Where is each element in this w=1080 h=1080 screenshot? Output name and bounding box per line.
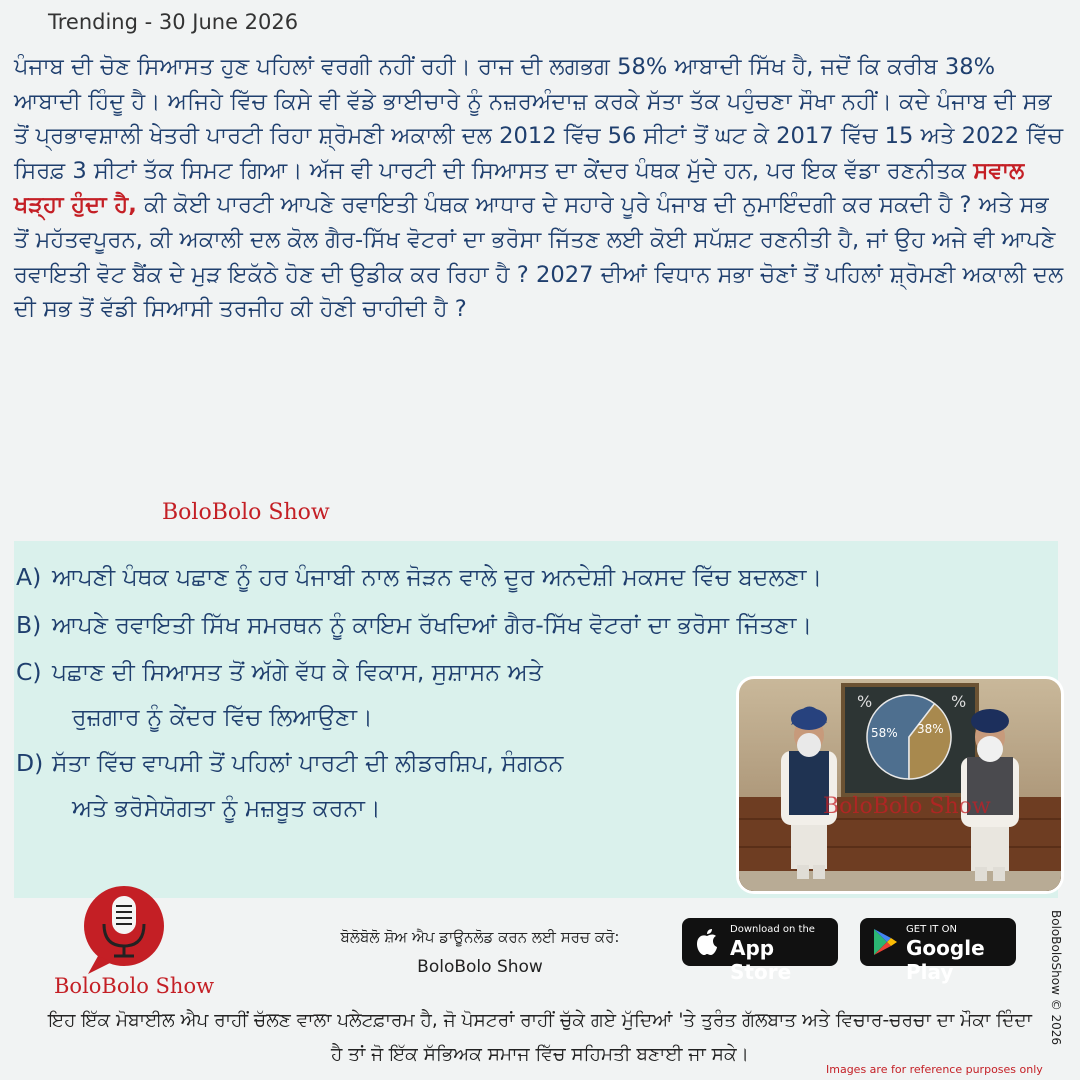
copyright-text: BoloBoloShow © 2026	[1049, 910, 1063, 1046]
question-highlight: ਸਵਾਲ ਖੜ੍ਹਾ ਹੁੰਦਾ ਹੈ,	[14, 157, 1025, 219]
logo-brand-text: BoloBolo Show	[54, 974, 215, 998]
app-store-badge[interactable]	[682, 918, 838, 984]
google-play-label: Google Play	[906, 936, 985, 984]
pie-label-sikh: 58%	[871, 726, 898, 740]
option-b[interactable]	[16, 611, 812, 639]
apple-icon	[696, 928, 718, 956]
trending-date: Trending - 30 June 2026	[48, 10, 299, 34]
google-play-badge[interactable]	[860, 918, 1016, 984]
pie-label-hindu: 38%	[917, 722, 944, 736]
option-b-text: ਆਪਣੇ ਰਵਾਇਤੀ ਸਿੱਖ ਸਮਰਥਨ ਨੂੰ ਕਾਇਮ ਰੱਖਦਿਆਂ ਗੈਰ-ਸਿੱਖ ਵੋਟਰਾਂ ਦਾ ਭਰੋਸਾ ਜਿੱਤਣਾ।	[52, 611, 813, 639]
photo-watermark: BoloBolo Show	[823, 794, 991, 819]
app-store-small-text: Download on the	[730, 924, 815, 935]
chalkboard-percent-right: %	[951, 692, 967, 711]
chalkboard-percent-left: %	[857, 692, 873, 711]
option-a-text: ਆਪਣੀ ਪੰਥਕ ਪਛਾਣ ਨੂੰ ਹਰ ਪੰਜਾਬੀ ਨਾਲ ਜੋੜਨ ਵਾਲੇ ਦੂਰ ਅਨਦੇਸ਼ੀ ਮਕਸਦ ਵਿੱਚ ਬਦਲਣਾ।	[52, 563, 823, 591]
option-b-letter: B)	[16, 611, 42, 639]
option-d-letter: D)	[16, 749, 44, 777]
question-part-2: ਕੀ ਕੋਈ ਪਾਰਟੀ ਆਪਣੇ ਰਵਾਇਤੀ ਪੰਥਕ ਆਧਾਰ ਦੇ ਸਹਾਰੇ ਪੂਰੇ ਪੰਜਾਬ ਦੀ ਨੁਮਾਇੰਦਗੀ ਕਰ ਸਕਦੀ ਹੈ ? ਅਤੇ ਸਭ ਤੋਂ ਮਹੱਤਵਪੂਰਨ, ਕੀ ਅਕਾਲੀ ਦਲ ਕੋਲ ਗੈਰ-ਸਿੱਖ ਵੋਟਰਾਂ ਦਾ ਭਰੋਸਾ ਜਿੱਤਣ ਲਈ ਕੋਈ ਸਪੱਸ਼ਟ ਰਣਨੀਤੀ ਹੈ, ਜਾਂ ਉਹ ਅਜੇ ਵੀ ਆਪਣੇ ਰਵਾਇਤੀ ਵੋਟ ਬੈਂਕ ਦੇ ਮੁੜ ਇਕੱਠੇ ਹੋਣ ਦੀ ਉਡੀਕ ਕਰ ਰਿਹਾ ਹੈ ? 2027 ਦੀਆਂ ਵਿਧਾਨ ਸਭਾ ਚੋਣਾਂ ਤੋਂ ਪਹਿਲਾਂ ਸ਼੍ਰੋਮਣੀ ਅਕਾਲੀ ਦਲ ਦੀ ਸਭ ਤੋਂ ਵੱਡੀ ਸਿਆਸੀ ਤਰਜੀਹ ਕੀ ਹੋਣੀ ਚਾਹੀਦੀ ਹੈ ?	[14, 192, 1064, 323]
brand-watermark-mid: BoloBolo Show	[162, 500, 330, 525]
download-brand: BoloBolo Show	[417, 957, 543, 977]
download-text: ਬੋਲੋਬੋਲੋ ਸ਼ੋਅ ਐਪ ਡਾਊਨਲੋਡ ਕਰਨ ਲਈ ਸਰਚ ਕਰੋ:	[340, 928, 620, 946]
option-a-letter: A)	[16, 563, 42, 591]
option-c[interactable]	[16, 658, 543, 686]
option-a[interactable]	[16, 563, 822, 591]
option-c-continued: ਰੁਜ਼ਗਾਰ ਨੂੰ ਕੇਂਦਰ ਵਿੱਚ ਲਿਆਉਣਾ।	[72, 703, 373, 731]
question-text	[14, 50, 1064, 327]
google-play-icon	[872, 928, 898, 956]
copyright-vertical	[1043, 910, 1067, 1050]
option-c-text: ਪਛਾਣ ਦੀ ਸਿਆਸਤ ਤੋਂ ਅੱਗੇ ਵੱਧ ਕੇ ਵਿਕਾਸ, ਸੁਸ਼ਾਸਨ ਅਤੇ	[52, 658, 543, 686]
question-part-1: ਪੰਜਾਬ ਦੀ ਚੋਣ ਸਿਆਸਤ ਹੁਣ ਪਹਿਲਾਂ ਵਰਗੀ ਨਹੀਂ ਰਹੀ। ਰਾਜ ਦੀ ਲਗਭਗ 58% ਆਬਾਦੀ ਸਿੱਖ ਹੈ, ਜਦੋਂ ਕਿ ਕਰੀਬ 38% ਆਬਾਦੀ ਹਿੰਦੂ ਹੈ। ਅਜਿਹੇ ਵਿੱਚ ਕਿਸੇ ਵੀ ਵੱਡੇ ਭਾਈਚਾਰੇ ਨੂੰ ਨਜ਼ਰਅੰਦਾਜ਼ ਕਰਕੇ ਸੱਤਾ ਤੱਕ ਪਹੁੰਚਣਾ ਸੌਖਾ ਨਹੀਂ। ਕਦੇ ਪੰਜਾਬ ਦੀ ਸਭ ਤੋਂ ਪ੍ਰਭਾਵਸ਼ਾਲੀ ਖੇਤਰੀ ਪਾਰਟੀ ਰਿਹਾ ਸ਼੍ਰੋਮਣੀ ਅਕਾਲੀ ਦਲ 2012 ਵਿੱਚ 56 ਸੀਟਾਂ ਤੋਂ ਘਟ ਕੇ 2017 ਵਿੱਚ 15 ਅਤੇ 2022 ਵਿੱਚ ਸਿਰਫ਼ 3 ਸੀਟਾਂ ਤੱਕ ਸਿਮਟ ਗਿਆ। ਅੱਜ ਵੀ ਪਾਰਟੀ ਦੀ ਸਿਆਸਤ ਦਾ ਕੇਂਦਰ ਪੰਥਕ ਮੁੱਦੇ ਹਨ, ਪਰ ਇਕ ਵੱਡਾ ਰਣਨੀਤਕ	[14, 54, 1064, 184]
reference-note: Images are for reference purposes only	[826, 1063, 1043, 1076]
option-d-text: ਸੱਤਾ ਵਿੱਚ ਵਾਪਸੀ ਤੋਂ ਪਹਿਲਾਂ ਪਾਰਟੀ ਦੀ ਲੀਡਰਸ਼ਿਪ, ਸੰਗਠਨ	[52, 749, 564, 777]
illustration-photo	[736, 676, 1064, 894]
option-d-continued: ਅਤੇ ਭਰੋਸੇਯੋਗਤਾ ਨੂੰ ਮਜ਼ਬੂਤ ਕਰਨਾ।	[72, 794, 381, 822]
option-d[interactable]	[16, 749, 563, 777]
google-play-small-text: GET IT ON	[906, 924, 957, 935]
platform-description: ਇਹ ਇੱਕ ਮੋਬਾਈਲ ਐਪ ਰਾਹੀਂ ਚੱਲਣ ਵਾਲਾ ਪਲੇਟਫ਼ਾਰਮ ਹੈ, ਜੋ ਪੋਸਟਰਾਂ ਰਾਹੀਂ ਚੁੱਕੇ ਗਏ ਮੁੱਦਿਆਂ 'ਤੇ ਤੁਰੰਤ ਗੱਲਬਾਤ ਅਤੇ ਵਿਚਾਰ-ਚਰਚਾ ਦਾ ਮੌਕਾ ਦਿੰਦਾ ਹੈ ਤਾਂ ਜੋ ਇੱਕ ਸੱਭਿਅਕ ਸਮਾਜ ਵਿੱਚ ਸਹਿਮਤੀ ਬਣਾਈ ਜਾ ਸਕੇ।	[48, 1010, 1032, 1065]
app-store-label: App Store	[730, 936, 792, 984]
download-instructions	[290, 922, 670, 982]
option-c-letter: C)	[16, 658, 42, 686]
